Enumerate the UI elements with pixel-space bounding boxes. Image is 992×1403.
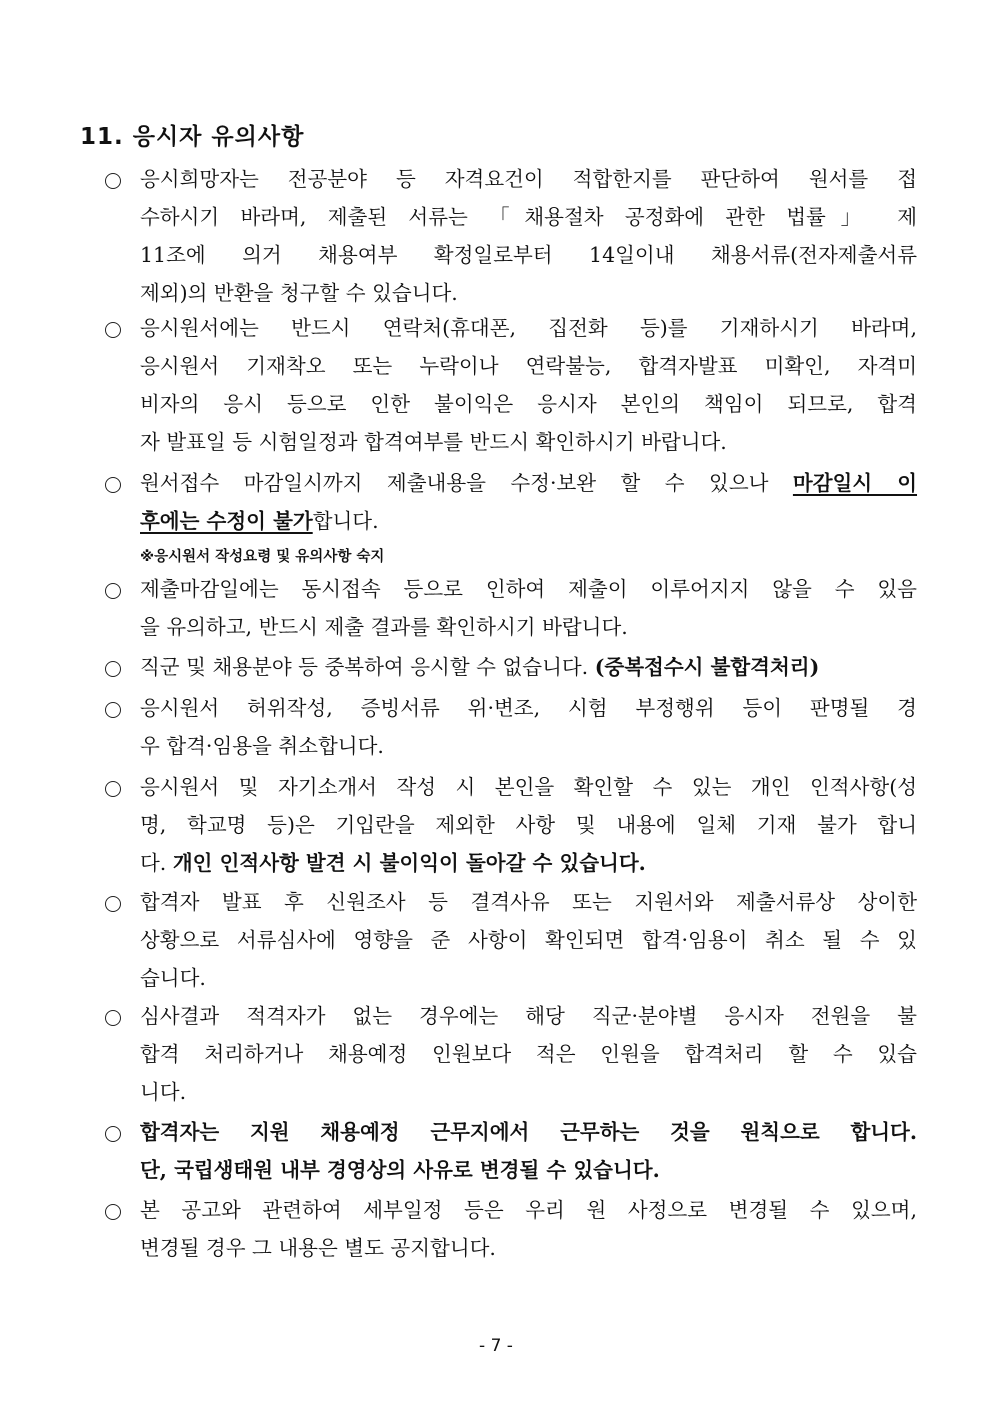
item-line: 제외)의 반환을 청구할 수 있습니다. [140,281,458,305]
item-line: 수하시기 바라며, 제출된 서류는 「채용절차 공정화에 관한 법률」 제 [140,205,917,229]
circle-bullet-icon [105,1126,121,1142]
item-line: 심사결과 적격자가 없는 경우에는 해당 직군·분야별 응시자 전원을 불 [140,1004,917,1028]
item-line: 습니다. [140,966,206,990]
item-line: 응시원서 기재착오 또는 누락이나 연락불능, 합격자발표 미확인, 자격미 [140,354,917,378]
circle-bullet-icon [105,661,121,677]
item-text: 합니다. [312,509,379,533]
item-line: 합격자 발표 후 신원조사 등 결격사유 또는 지원서와 제출서류상 상이한 [140,890,917,914]
item-line: 응시원서에는 반드시 연락처(휴대폰, 집전화 등)를 기재하시기 바라며, [140,316,917,340]
item-text: 직군 및 채용분야 등 중복하여 응시할 수 없습니다. [140,655,595,679]
section-title: 11. 응시자 유의사항 [80,124,305,150]
circle-bullet-icon [105,1010,121,1026]
item-line: 제출마감일에는 동시접속 등으로 인하여 제출이 이루어지지 않을 수 있음 [140,577,917,601]
personal-info-emphasis: 개인 인적사항 발견 시 불이익이 돌아갈 수 있습니다. [172,851,646,875]
item-line: 본 공고와 관련하여 세부일정 등은 우리 원 사정으로 변경될 수 있으며, [140,1198,917,1222]
notice-item-5 [105,648,917,686]
notice-item-2 [105,309,917,461]
item-line: 우 합격·임용을 취소합니다. [140,734,384,758]
circle-bullet-icon [105,477,121,493]
circle-bullet-icon [105,322,121,338]
deadline-emphasis: 후에는 수정이 불가 [140,509,313,533]
item-text: 다. [140,851,173,875]
notice-item-10 [105,1113,917,1189]
item-line: 합격자는 지원 채용예정 근무지에서 근무하는 것을 원칙으로 합니다. [140,1120,917,1144]
circle-bullet-icon [105,173,121,189]
item-line [140,464,917,502]
item-line [140,844,917,882]
item-line [140,502,917,540]
notice-item-9 [105,997,917,1111]
item-line: 비자의 응시 등으로 인한 불이익은 응시자 본인의 책임이 되므로, 합격 [140,392,917,416]
item-line: 합격 처리하거나 채용예정 인원보다 적은 인원을 합격처리 할 수 있습 [140,1042,917,1066]
circle-bullet-icon [105,781,121,797]
item-line: 자 발표일 등 시험일정과 합격여부를 반드시 확인하시기 바랍니다. [140,430,727,454]
note-text: ※응시원서 작성요령 및 유의사항 숙지 [140,549,385,565]
circle-bullet-icon [105,702,121,718]
deadline-emphasis: 마감일시 이 [792,471,918,495]
item-line: 단, 국립생태원 내부 경영상의 사유로 변경될 수 있습니다. [140,1158,660,1182]
item-line: 니다. [140,1080,187,1104]
item-line: 11조에 의거 채용여부 확정일로부터 14일이내 채용서류(전자제출서류 [140,243,917,267]
item-line: 응시원서 및 자기소개서 작성 시 본인을 확인할 수 있는 개인 인적사항(성 [140,775,917,799]
notice-item-8 [105,883,917,997]
circle-bullet-icon [105,896,121,912]
notice-item-7 [105,768,917,882]
item-line: 상황으로 서류심사에 영향을 준 사항이 확인되면 합격·임용이 취소 될 수 있 [140,928,917,952]
duplicate-emphasis: (중복접수시 불합격처리) [594,655,820,679]
item-line: 을 유의하고, 반드시 제출 결과를 확인하시기 바랍니다. [140,615,628,639]
circle-bullet-icon [105,583,121,599]
page-number: - 7 - [479,1336,513,1356]
item-line [140,648,917,686]
item-line: 응시원서 허위작성, 증빙서류 위·변조, 시험 부정행위 등이 판명될 경 [140,696,917,720]
notice-item-1 [105,160,917,312]
notice-item-4 [105,570,917,646]
notice-item-11 [105,1191,917,1267]
item-line: 명, 학교명 등)은 기입란을 제외한 사항 및 내용에 일체 기재 불가 합니 [140,813,917,837]
notice-item-3 [105,464,917,540]
notice-item-6 [105,689,917,765]
item-text: 원서접수 마감일시까지 제출내용을 수정·보완 할 수 있으나 [140,471,793,495]
item-line: 응시희망자는 전공분야 등 자격요건이 적합한지를 판단하여 원서를 접 [140,167,917,191]
circle-bullet-icon [105,1204,121,1220]
item-line: 변경될 경우 그 내용은 별도 공지합니다. [140,1236,496,1260]
